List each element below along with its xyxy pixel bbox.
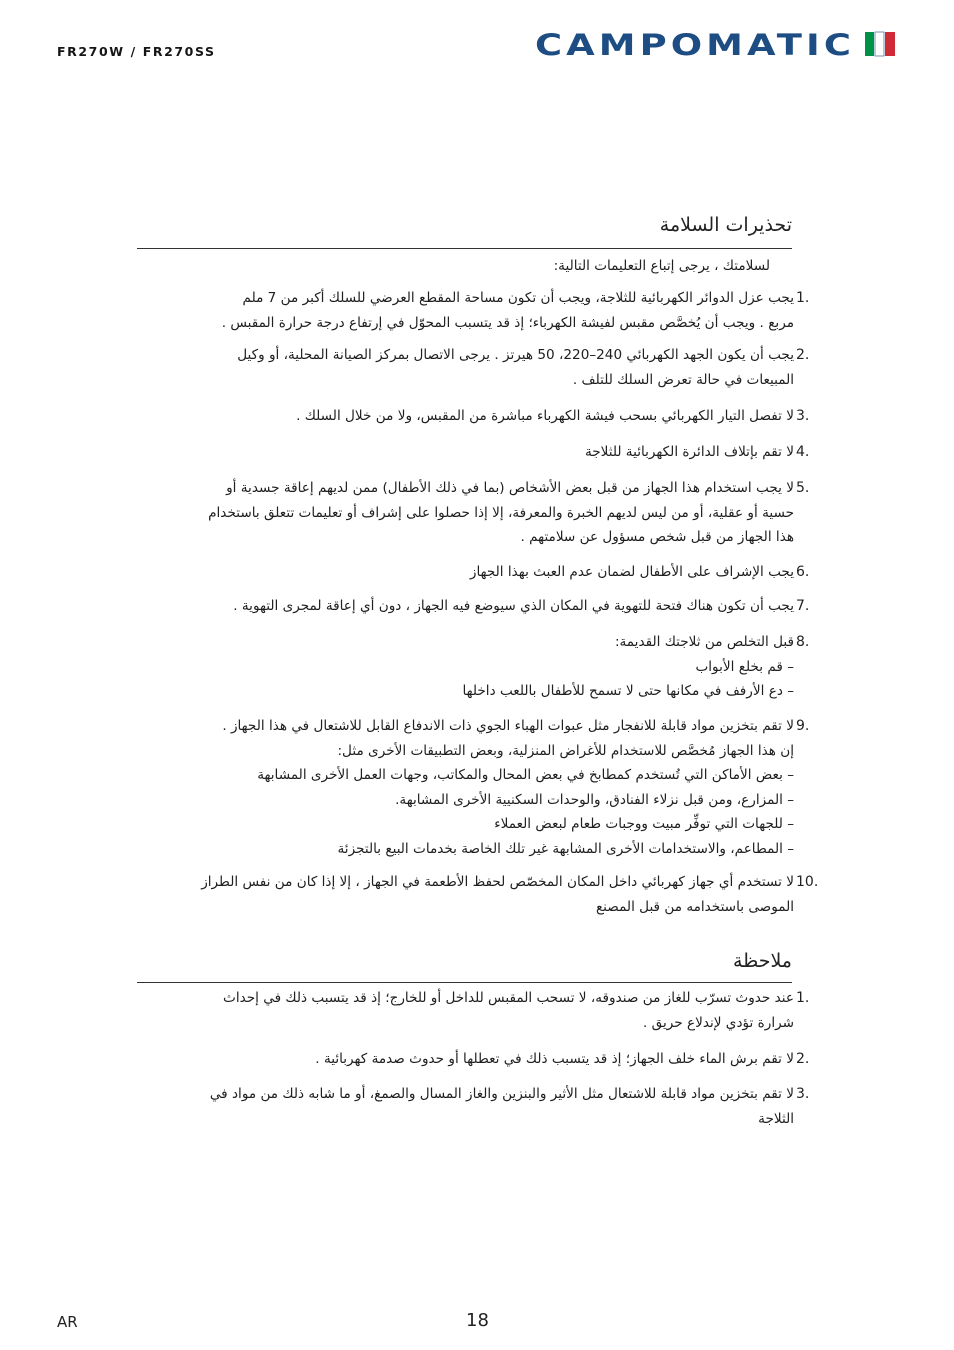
- safety-item-line: هذا الجهاز من قبل شخص مسؤول عن سلامتهم .: [520, 529, 794, 545]
- safety-item-line: يجب عزل الدوائر الكهربائية للثلاجة، ويجب أن تكون مساحة المقطع العرضي للسلك أكبر من 7 ملم: [242, 290, 794, 306]
- note-item-text: [154, 986, 794, 1035]
- safety-item-line: المبيعات في حالة تعرض السلك للتلف .: [572, 371, 794, 388]
- safety-title: تحذيرات السلامة: [659, 214, 792, 236]
- safety-item-text: [154, 286, 794, 335]
- safety-item-text: [154, 630, 794, 704]
- page-number: 18: [466, 1310, 489, 1331]
- note-item-text: [154, 1082, 794, 1131]
- safety-item-line: لا تقم بتخزين مواد قابلة للانفجار مثل عبوات الهباء الجوي ذات الاندفاع القابل للاشتعال في هذا الجهاز .: [222, 718, 794, 734]
- safety-item-line: لا تقم بإتلاف الدائرة الكهربائية للثلاجة: [584, 444, 794, 460]
- safety-item-line: – المزارع، ومن قبل نزلاء الفنادق، والوحدات السكنيية الأخرى المشابهة.: [395, 791, 794, 808]
- note-item-line: الثلاجة: [758, 1110, 794, 1127]
- notes-title: ملاحظة: [732, 950, 792, 972]
- note-item-line: لا تقم برش الماء خلف الجهاز؛ إذ قد يتسبب ذلك في تعطلها أو حدوث صدمة كهربائية .: [315, 1051, 794, 1067]
- safety-item-number: 8.: [796, 634, 810, 650]
- safety-item-line: يجب الإشراف على الأطفال لضمان عدم العبث بهذا الجهاز: [469, 564, 794, 580]
- safety-item-line: لا يجب استخدام هذا الجهاز من قبل بعض الأشخاص (بما في ذلك الأطفال) ممن لديهم إعاقة جسدية أو: [226, 480, 794, 496]
- note-item: [154, 1082, 810, 1131]
- note-item-text: [154, 1047, 794, 1072]
- safety-item-number: 4.: [796, 444, 810, 460]
- safety-item-number: 5.: [796, 480, 810, 496]
- safety-item-number: 6.: [796, 564, 810, 580]
- safety-item-line: لا تفصل التيار الكهربائي بسحب فيشة الكهرباء مباشرة من المقبس، ولا من خلال السلك .: [296, 408, 794, 424]
- safety-item-line: الموصى باستخدامه من قبل المصنع: [595, 898, 794, 915]
- safety-item-line: يجب أن يكون الجهد الكهربائي 240–220، 50 هيرتز . يرجى الاتصال بمركز الصيانة المحلية، أو وكيل: [237, 347, 794, 363]
- safety-item: [154, 404, 810, 429]
- safety-item-text: [154, 404, 794, 429]
- safety-item-line: لا تستخدم أي جهاز كهربائي داخل المكان المخصّص لحفظ الأطعمة في الجهاز ، إلا إذا كان من نفس الطراز: [201, 874, 794, 890]
- note-item-line: شرارة تؤدي لإندلاع حريق .: [642, 1014, 794, 1031]
- safety-item: [154, 476, 810, 550]
- model-number: FR270W / FR270SS: [57, 44, 216, 59]
- safety-item: [154, 440, 810, 465]
- safety-item-text: [154, 476, 794, 550]
- safety-item-number: 7.: [796, 598, 810, 614]
- safety-item: [154, 560, 810, 585]
- safety-item: [154, 286, 810, 335]
- safety-item-number: 2.: [796, 347, 810, 363]
- safety-item: [154, 343, 810, 392]
- language-code: AR: [57, 1313, 78, 1331]
- brand-name: CAMPOMATIC: [535, 30, 855, 60]
- italian-flag-icon: [865, 32, 895, 56]
- safety-item-line: – بعض الأماكن التي تُستخدم كمطابخ في بعض المحال والمكاتب، وجهات العمل الأخرى المشابهة: [257, 767, 794, 783]
- safety-item-line: – قم بخلع الأبواب: [695, 658, 794, 675]
- note-item: [154, 986, 810, 1035]
- note-item-number: 2.: [796, 1051, 810, 1067]
- safety-title-rule: [137, 248, 792, 249]
- safety-item-number: 10.: [796, 874, 819, 890]
- safety-item-number: 1.: [796, 290, 810, 306]
- safety-item: [154, 630, 810, 704]
- safety-item: [154, 870, 819, 919]
- safety-item-line: – للجهات التي توفِّر مبيت ووجبات طعام لبعض العملاء: [494, 816, 794, 832]
- safety-item-line: – دع الأرفف في مكانها حتى لا تسمح للأطفال باللعب داخلها: [462, 683, 794, 699]
- safety-item-line: – المطاعم، والاستخدامات الأخرى المشابهة غير تلك الخاصة بخدمات البيع بالتجزئة: [337, 840, 794, 857]
- note-item-line: عند حدوث تسرّب للغاز من صندوقه، لا تسحب المقبس للداخل أو للخارج؛ إذ قد يتسبب ذلك في إحداث: [223, 990, 794, 1006]
- safety-item-text: [154, 440, 794, 465]
- note-item: [154, 1047, 810, 1072]
- safety-item-text: [154, 594, 794, 619]
- safety-item-line: حسية أو عقلية، أو من ليس لديهم الخبرة والمعرفة، إلا إذا حصلوا على إشراف أو تعليمات تتعلق باستخدام: [208, 504, 794, 521]
- safety-item: [154, 594, 810, 619]
- safety-item-line: يجب أن تكون هناك فتحة للتهوية في المكان الذي سيوضع فيه الجهاز ، دون أي إعاقة لمجرى التهوية .: [233, 598, 794, 614]
- safety-item-text: [154, 560, 794, 585]
- safety-item-line: مربع . ويجب أن يُخصَّص مقبس لفيشة الكهرباء؛ إذ قد يتسبب المحوّل في إرتفاع درجة حرارة المقبس .: [221, 314, 794, 331]
- safety-item-text: [154, 714, 794, 861]
- safety-item: [154, 714, 810, 861]
- notes-title-rule: [137, 982, 792, 983]
- brand-logo: [535, 30, 897, 60]
- note-item-number: 3.: [796, 1086, 810, 1102]
- safety-item-text: [154, 343, 794, 392]
- safety-item-line: قبل التخلص من ثلاجتك القديمة:: [614, 634, 794, 650]
- safety-item-text: [154, 870, 794, 919]
- note-item-number: 1.: [796, 990, 810, 1006]
- safety-item-line: إن هذا الجهاز مُخصَّص للاستخدام للأغراض المنزلية، وبعض التطبيقات الأخرى مثل:: [337, 742, 794, 759]
- note-item-line: لا تقم بتخزين مواد قابلة للاشتعال مثل الأثير والبنزين والغاز المسال والصمغ، أو ما شابه ذلك من مواد في: [209, 1086, 794, 1102]
- safety-intro: لسلامتك ، يرجى إتباع التعليمات التالية:: [553, 258, 770, 274]
- safety-item-number: 3.: [796, 408, 810, 424]
- safety-item-number: 9.: [796, 718, 810, 734]
